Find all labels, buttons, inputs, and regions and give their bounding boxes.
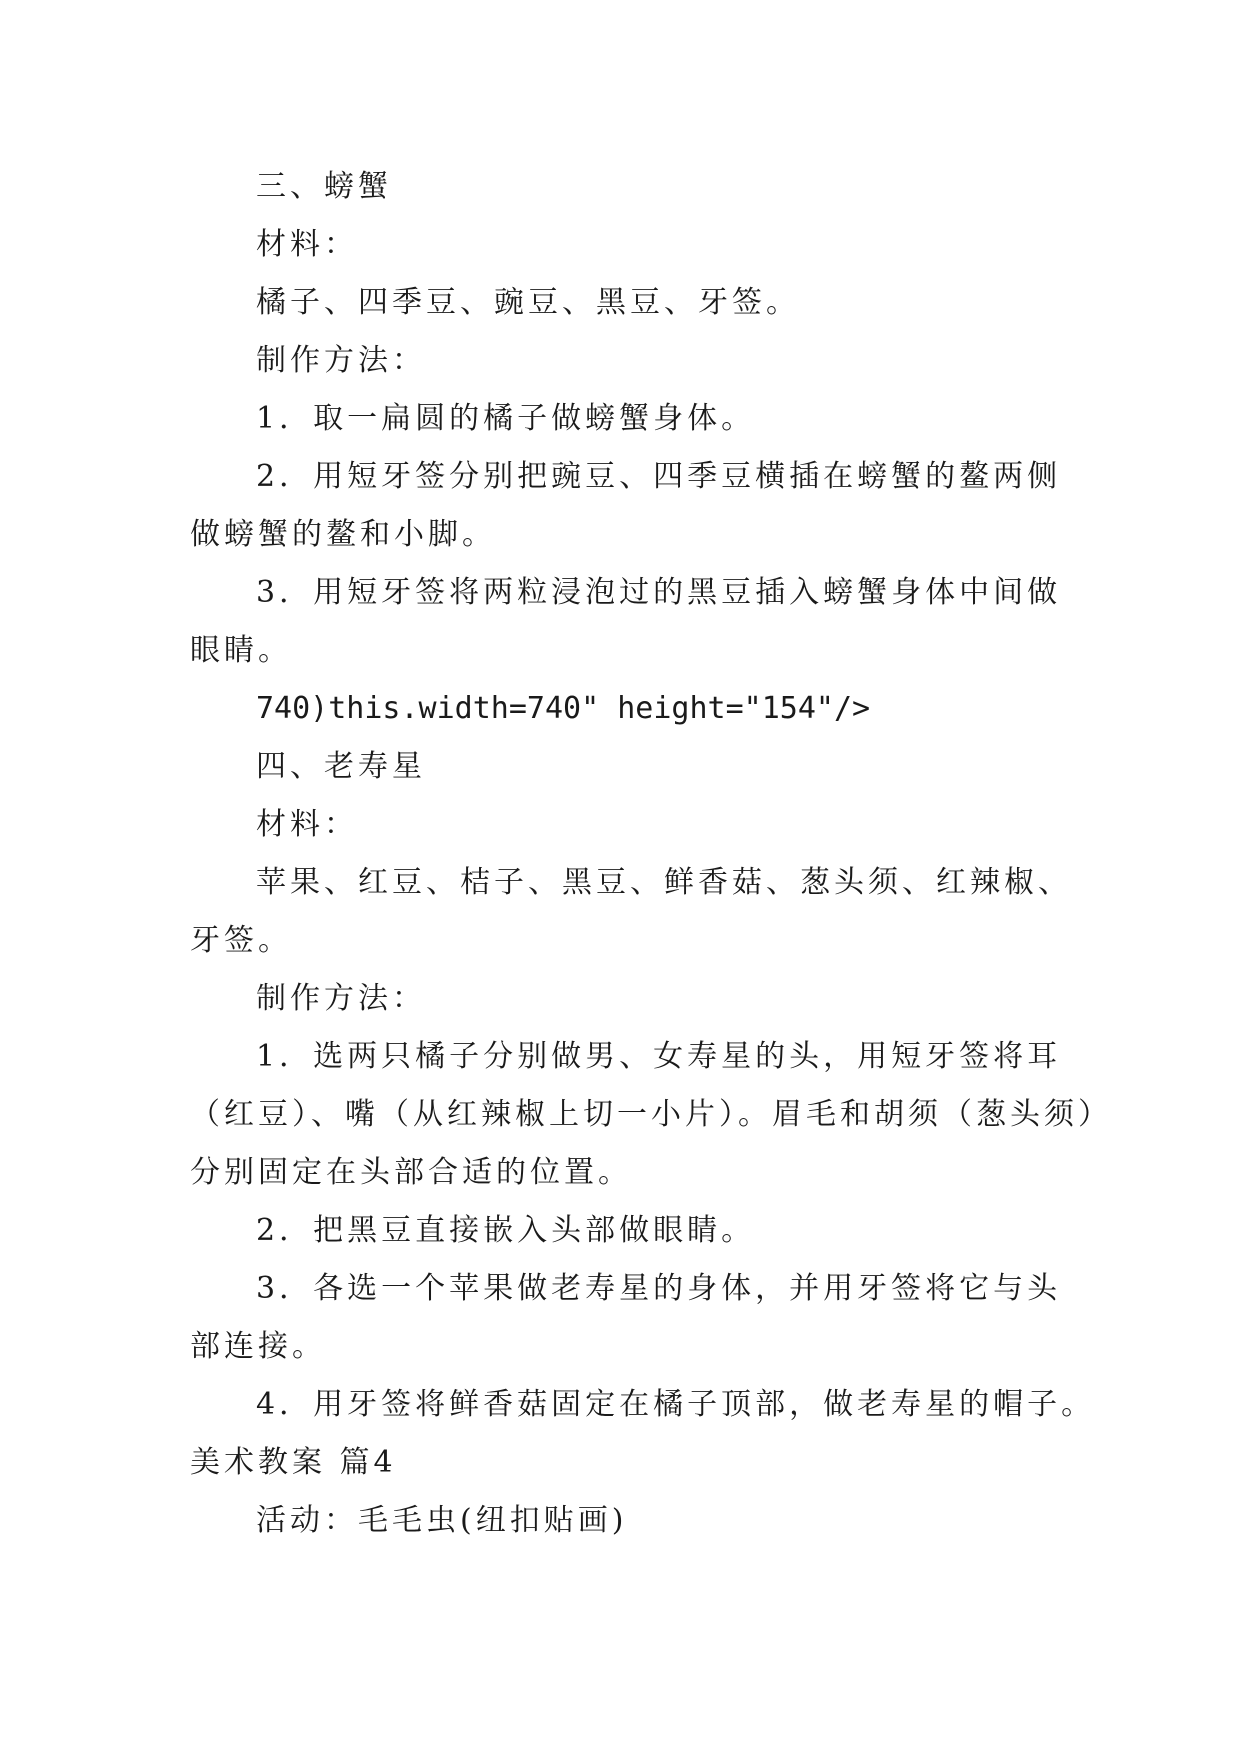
text-line: 眼睛。: [190, 633, 292, 668]
text-line: 材料：: [256, 807, 358, 842]
text-line: 2．用短牙签分别把豌豆、四季豆横插在螃蟹的鳌两侧: [256, 459, 1062, 494]
text-line: 苹果、红豆、桔子、黑豆、鲜香菇、葱头须、红辣椒、: [256, 865, 1072, 900]
text-line: 橘子、四季豆、豌豆、黑豆、牙签。: [256, 285, 800, 320]
text-line: 美术教案 篇4: [190, 1445, 397, 1480]
text-line: 部连接。: [190, 1329, 326, 1364]
text-line: 2．把黑豆直接嵌入头部做眼睛。: [256, 1213, 756, 1248]
text-line: 740)this.width=740" height="154"/>: [256, 691, 871, 726]
document-page: [190, 158, 1112, 1550]
text-line: 三、螃蟹: [256, 169, 392, 204]
text-line: 3．各选一个苹果做老寿星的身体，并用牙签将它与头: [256, 1271, 1062, 1306]
text-line: 四、老寿星: [256, 749, 426, 784]
text-line: 3．用短牙签将两粒浸泡过的黑豆插入螃蟹身体中间做: [256, 575, 1062, 610]
text-line: 1．取一扁圆的橘子做螃蟹身体。: [256, 401, 756, 436]
text-line: 分别固定在头部合适的位置。: [190, 1155, 632, 1190]
text-line: 1．选两只橘子分别做男、女寿星的头，用短牙签将耳: [256, 1039, 1062, 1074]
text-line: 活动：毛毛虫(纽扣贴画): [256, 1503, 628, 1538]
text-line: （红豆）、嘴（从红辣椒上切一小片）。眉毛和胡须（葱头须）: [190, 1097, 1112, 1132]
text-line: 材料：: [256, 227, 358, 262]
text-line: 制作方法：: [256, 343, 426, 378]
text-line: 4．用牙签将鲜香菇固定在橘子顶部，做老寿星的帽子。: [256, 1387, 1096, 1422]
text-line: 制作方法：: [256, 981, 426, 1016]
text-line: 牙签。: [190, 923, 292, 958]
text-line: 做螃蟹的鳌和小脚。: [190, 517, 496, 552]
